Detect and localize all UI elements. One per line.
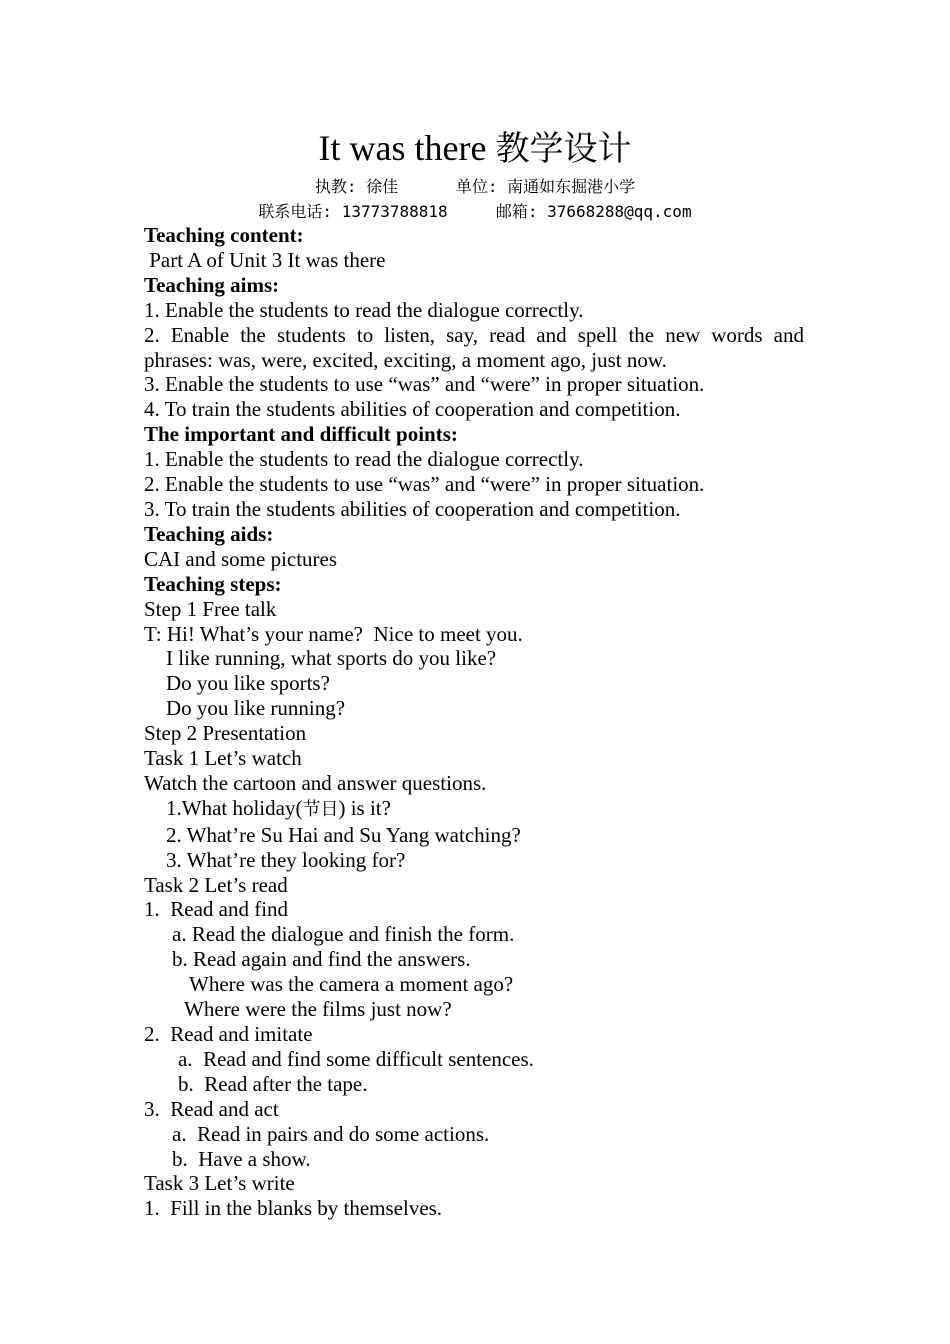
question-text-chinese: 节日 xyxy=(302,798,339,820)
teaching-steps-heading: Teaching steps: xyxy=(144,571,282,596)
sub-item: b. Read after the tape. xyxy=(178,1071,368,1096)
sub-item: b. Have a show. xyxy=(172,1146,311,1171)
task-heading: Task 3 Let’s write xyxy=(144,1171,295,1196)
question-text: 1.What holiday( xyxy=(166,795,303,820)
document-body xyxy=(144,223,804,1221)
task-heading: Task 2 Let’s read xyxy=(144,872,288,897)
sub-item: a. Read and find some difficult sentences. xyxy=(178,1046,534,1071)
question-item: 3. What’re they looking for? xyxy=(166,847,406,872)
teaching-content-text: Part A of Unit 3 It was there xyxy=(144,247,386,272)
key-points-heading: The important and difficult points: xyxy=(144,422,458,447)
task-instruction: Watch the cartoon and answer questions. xyxy=(144,770,487,795)
aim-item: 4. To train the students abilities of cooperation and competition. xyxy=(144,397,681,422)
numbered-item: 1. Fill in the blanks by themselves. xyxy=(144,1196,443,1221)
key-point-item: 1. Enable the students to read the dialogue correctly. xyxy=(144,447,584,472)
question-item xyxy=(144,796,804,823)
step-heading: Step 2 Presentation xyxy=(144,721,307,746)
numbered-item: 3. Read and act xyxy=(144,1096,279,1121)
aim-item: 3. Enable the students to use “was” and “were” in proper situation. xyxy=(144,372,705,397)
key-point-item: 3. To train the students abilities of cooperation and competition. xyxy=(144,496,681,521)
question-item: 2. What’re Su Hai and Su Yang watching? xyxy=(166,822,521,847)
aim-item: 1. Enable the students to read the dialogue correctly. xyxy=(144,297,584,322)
numbered-item: 2. Read and imitate xyxy=(144,1022,313,1046)
contact-info-line: 联系电话: 13773788818 邮箱: 37668288@qq.com xyxy=(258,202,692,221)
teaching-aids-text: CAI and some pictures xyxy=(144,546,338,571)
task-heading: Task 1 Let’s watch xyxy=(144,746,302,771)
numbered-item: 1. Read and find xyxy=(144,897,289,922)
sub-item: a. Read the dialogue and finish the form. xyxy=(172,922,515,947)
sub-question: Where were the films just now? xyxy=(184,997,452,1022)
dialogue-line: Do you like sports? xyxy=(166,671,330,696)
key-point-item: 2. Enable the students to use “was” and “were” in proper situation. xyxy=(144,472,705,497)
teaching-content-heading: Teaching content: xyxy=(144,223,304,247)
dialogue-line: I like running, what sports do you like? xyxy=(166,646,497,671)
dialogue-line: T: Hi! What’s your name? Nice to meet you. xyxy=(144,621,523,646)
step-heading: Step 1 Free talk xyxy=(144,596,277,621)
sub-item: b. Read again and find the answers. xyxy=(172,947,471,972)
teacher-info-line: 执教: 徐佳 单位: 南通如东掘港小学 xyxy=(314,177,636,196)
document-title xyxy=(0,126,950,171)
dialogue-line: Do you like running? xyxy=(166,696,346,721)
sub-item: a. Read in pairs and do some actions. xyxy=(172,1121,490,1146)
aim-item-continued: phrases: was, were, excited, exciting, a moment ago, just now. xyxy=(144,347,667,372)
title-chinese: 教学设计 xyxy=(495,129,632,169)
question-text: ) is it? xyxy=(338,795,391,820)
aim-item: 2. Enable the students to listen, say, read and spell the new words and xyxy=(144,322,804,347)
teaching-aims-heading: Teaching aims: xyxy=(144,272,280,297)
teaching-aids-heading: Teaching aids: xyxy=(144,521,274,546)
title-english: It was there xyxy=(318,128,496,168)
sub-question: Where was the camera a moment ago? xyxy=(189,972,514,997)
